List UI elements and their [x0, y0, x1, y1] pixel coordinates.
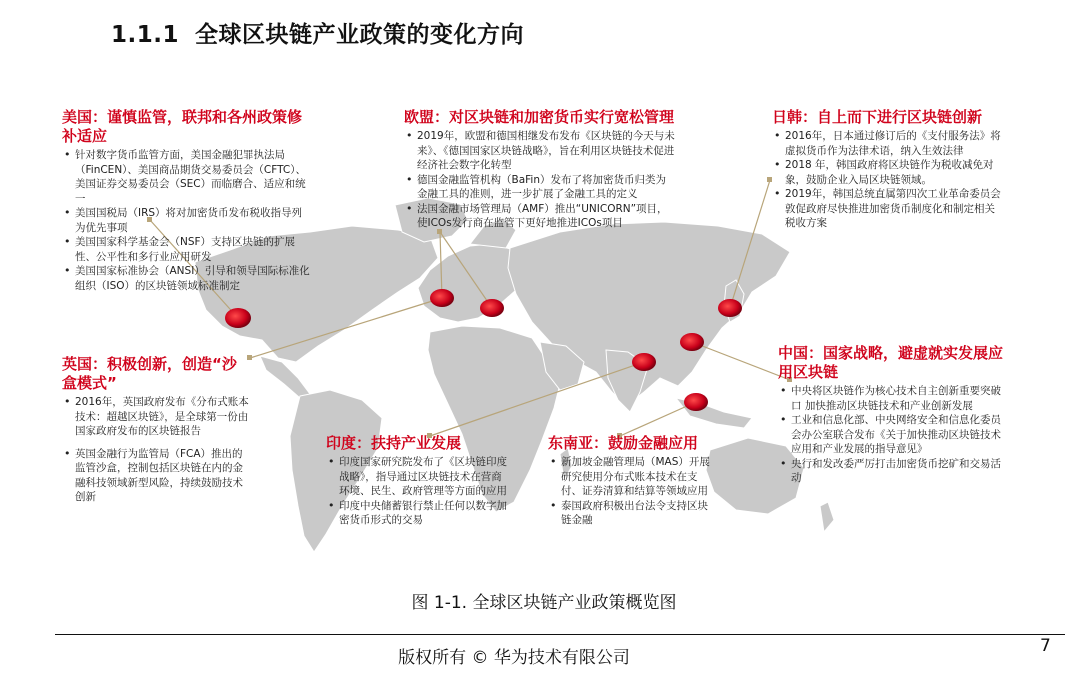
figure-caption: 图 1-1. 全球区块链产业政策概览图: [411, 593, 677, 613]
region-title: 东南亚：鼓励金融应用: [548, 434, 699, 452]
region-in: [326, 434, 510, 528]
location-dot-jk: [718, 299, 742, 317]
list-item: • 2018 年，韩国政府将区块链作为税收减免对象，鼓励企业入局区块链领域。: [772, 158, 1004, 187]
section-number: 1.1.1: [111, 22, 179, 48]
list-item: • 工业和信息化部、中央网络安全和信息化委员会办公室联合发布《关于加快推动区块链技术应用和产业发展的指导意见》: [778, 413, 1010, 457]
page-number: 7: [1040, 636, 1051, 656]
list-item: • 针对数字货币监管方面，美国金融犯罪执法局（FinCEN）、美国商品期货交易委员会（CFTC）、美国证券交易委员会（SEC）而临磨合、适应和统一: [62, 148, 312, 206]
region-list: [62, 148, 312, 293]
connector-cn: [692, 342, 790, 380]
region-title: 日韩：自上而下进行区块链创新: [772, 108, 983, 126]
list-item: • 央行和发改委严厉打击加密货币挖矿和交易活动: [778, 457, 1010, 486]
region-title: 欧盟：对区块链和加密货币实行宽松管理: [404, 108, 675, 126]
list-item: • 2016年，英国政府发布《分布式账本技术：超越区块链》，是全球第一份由国家政府发布的区块链报告: [62, 395, 250, 439]
list-item: • 印度国家研究院发布了《区块链印度战略》，指导通过区块链技术在营商环境、民生、政府管理等方面的应用: [326, 455, 510, 499]
region-eu: [404, 108, 676, 231]
list-item: • 德国金融监管机构（BaFin）发布了将加密货币归类为金融工具的准则，进一步扩展了金融工具的定义: [404, 173, 676, 202]
region-list: [404, 129, 676, 231]
list-item: • 英国金融行为监管局（FCA）推出的监管沙盒，控制包括区块链在内的金融科技领域新型风险，持续鼓励技术创新: [62, 447, 250, 505]
region-sea: [548, 434, 718, 528]
region-uk: [62, 355, 250, 505]
location-dot-eu: [480, 299, 504, 317]
list-item: • 2019年，欧盟和德国相继发布发布《区块链的今天与未来》、《德国国家区块链战略》，旨在利用区块链技术促进经济社会数字化转型: [404, 129, 676, 173]
footer-divider: [55, 634, 1065, 635]
region-list: [326, 455, 510, 528]
list-item: • 印度中央储蓄银行禁止任何以数字加密货币形式的交易: [326, 499, 510, 528]
central-america-landmass: [260, 356, 310, 398]
region-cn: [778, 344, 1010, 486]
region-list: [772, 129, 1004, 231]
location-dot-in: [632, 353, 656, 371]
location-dot-cn: [680, 333, 704, 351]
region-us: [62, 108, 312, 293]
list-item: • 美国国税局（IRS）将对加密货币发布税收指导列为优先事项: [62, 206, 312, 235]
location-dot-sea: [684, 393, 708, 411]
region-title: 印度：扶持产业发展: [326, 434, 462, 452]
region-title: 英国：积极创新，创造“沙盒模式”: [62, 355, 237, 392]
region-title: 中国：国家战略，避虚就实发展应用区块链: [778, 344, 1004, 381]
location-dot-us: [225, 308, 251, 328]
region-list: [62, 395, 250, 505]
list-item: • 2019年，韩国总统直属第四次工业革命委员会敦促政府尽快推进加密货币制度化和制定相关税收方案: [772, 187, 1004, 231]
region-list: [778, 384, 1010, 486]
list-item: • 美国国家科学基金会（NSF）支持区块链的扩展性、公平性和多行业应用研发: [62, 235, 312, 264]
list-item: • 泰国政府积极出台法令支持区块链金融: [548, 499, 718, 528]
location-dot-uk: [430, 289, 454, 307]
list-item: • 新加坡金融管理局（MAS）开展研究使用分布式账本技术在支付、证券清算和结算等领域应用: [548, 455, 718, 499]
region-jk: [772, 108, 1004, 231]
new-zealand-landmass: [820, 502, 834, 532]
copyright-text: 版权所有 © 华为技术有限公司: [398, 648, 630, 668]
list-item: • 美国国家标准协会（ANSI）引导和领导国际标准化组织（ISO）的区块链领域标准制定: [62, 264, 312, 293]
list-item: • 中央将区块链作为核心技术自主创新重要突破口 加快推动区块链技术和产业创新发展: [778, 384, 1010, 413]
region-list: [548, 455, 718, 528]
list-item: • 法国金融市场管理局（AMF）推出“UNICORN”项目，使ICOs发行商在监管下更好地推进ICOs项目: [404, 202, 676, 231]
list-item: • 2016年，日本通过修订后的《支付服务法》将虚拟货币作为法律术语，纳入生效法律: [772, 129, 1004, 158]
region-title: 美国：谨慎监管，联邦和各州政策修补适应: [62, 108, 303, 145]
section-title: 全球区块链产业政策的变化方向: [195, 22, 524, 48]
